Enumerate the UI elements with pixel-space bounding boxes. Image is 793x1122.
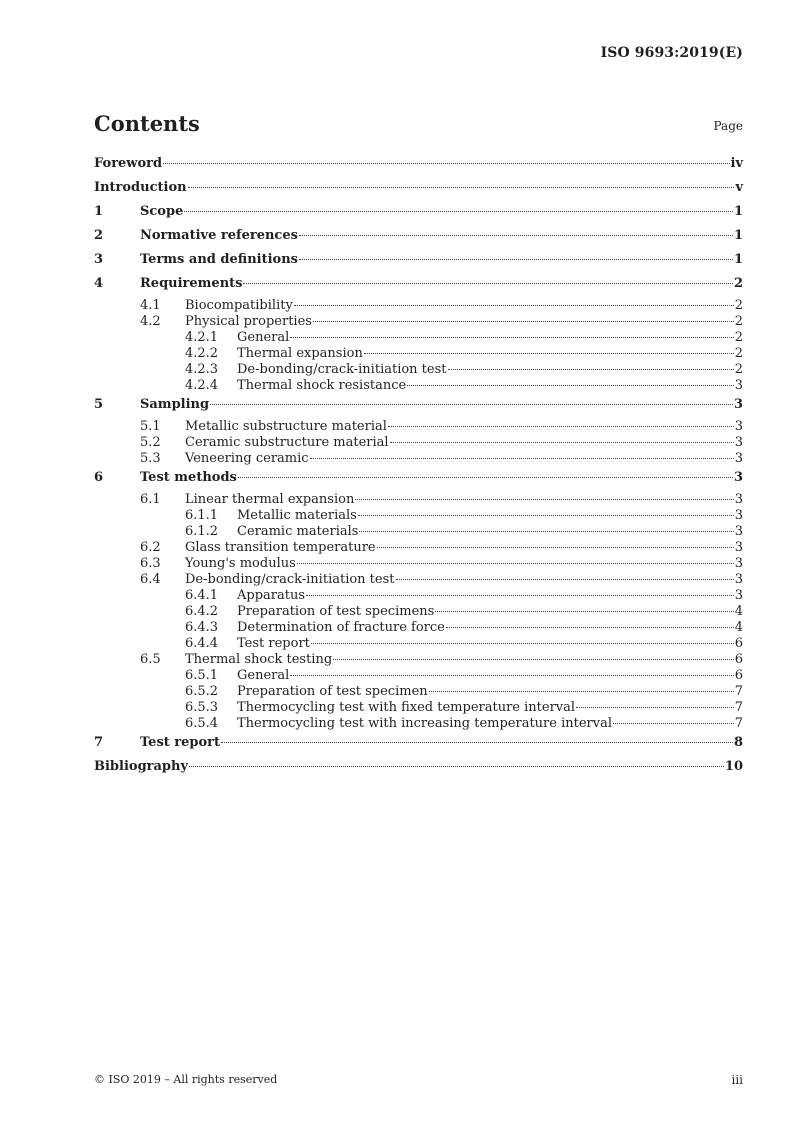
dot-leader	[299, 235, 733, 236]
toc-entry[interactable]	[94, 378, 743, 394]
dot-leader	[364, 353, 734, 354]
toc-entry-number: 6.4.3	[185, 620, 219, 635]
toc-entry-page: 1	[733, 228, 743, 243]
toc-entry-page: 3	[733, 470, 743, 485]
toc-entry-number: 6.5.2	[185, 684, 219, 699]
toc-entry-label: Physical properties	[185, 314, 312, 329]
toc-entry[interactable]	[94, 419, 743, 435]
toc-entry[interactable]	[94, 572, 743, 588]
toc-entry[interactable]	[94, 734, 743, 757]
toc-entry-number: 3	[94, 252, 104, 267]
dot-leader	[297, 563, 734, 564]
dot-leader	[429, 691, 734, 692]
toc-entry[interactable]	[94, 469, 743, 492]
dot-leader	[613, 723, 734, 724]
toc-entry-number: 4	[94, 276, 104, 291]
toc-entry-page: 3	[733, 397, 743, 412]
toc-entry-page: 2	[734, 298, 743, 313]
toc-entry-label: Biocompatibility	[185, 298, 293, 313]
toc-entry-number: 6.4.2	[185, 604, 219, 619]
toc-entry[interactable]	[94, 668, 743, 684]
toc-entry-number: 6.5.3	[185, 700, 219, 715]
toc-entry-number: 1	[94, 204, 104, 219]
page-number: iii	[731, 1073, 743, 1087]
dot-leader	[290, 337, 733, 338]
toc-entry-label: Ceramic materials	[237, 524, 359, 539]
toc-entry-number: 2	[94, 228, 104, 243]
toc-entry-page: 3	[734, 572, 743, 587]
toc-entry-page: 2	[734, 314, 743, 329]
dot-leader	[435, 611, 733, 612]
toc-entry[interactable]	[94, 435, 743, 451]
toc-entry[interactable]	[94, 314, 743, 330]
toc-entry[interactable]	[94, 251, 743, 274]
toc-entry-label: Normative references	[140, 228, 298, 243]
toc-entry-label: Sampling	[140, 397, 210, 412]
dot-leader	[243, 283, 732, 284]
toc-entry-label: Metallic substructure material	[185, 419, 387, 434]
dot-leader	[310, 458, 734, 459]
toc-entry-label: Glass transition temperature	[185, 540, 376, 555]
toc-entry[interactable]	[94, 604, 743, 620]
toc-entry[interactable]	[94, 758, 743, 781]
toc-entry[interactable]	[94, 155, 743, 178]
dot-leader	[163, 163, 729, 164]
toc-entry-number: 6.4.1	[185, 588, 219, 603]
toc-entry-page: 7	[734, 716, 743, 731]
dot-leader	[311, 643, 734, 644]
toc-entry[interactable]	[94, 330, 743, 346]
toc-entry-number: 4.1	[140, 298, 161, 313]
toc-entry[interactable]	[94, 508, 743, 524]
toc-entry-label: Linear thermal expansion	[185, 492, 355, 507]
dot-leader	[294, 305, 734, 306]
dot-leader	[407, 385, 734, 386]
toc-entry[interactable]	[94, 298, 743, 314]
toc-entry[interactable]	[94, 362, 743, 378]
toc-entry-label: Requirements	[140, 276, 243, 291]
document-id: ISO 9693:2019(E)	[600, 45, 743, 61]
dot-leader	[333, 659, 734, 660]
toc-entry-page: 2	[734, 346, 743, 361]
dot-leader	[446, 627, 734, 628]
dot-leader	[313, 321, 734, 322]
toc-entry[interactable]	[94, 492, 743, 508]
toc-entry[interactable]	[94, 396, 743, 419]
toc-entry-label: Foreword	[94, 156, 163, 171]
toc-entry-number: 4.2.2	[185, 346, 219, 361]
toc-entry-page: 1	[733, 252, 743, 267]
toc-entry-page: 2	[733, 276, 743, 291]
toc-entry-number: 6.1.2	[185, 524, 219, 539]
toc-entry-label: Introduction	[94, 180, 187, 195]
toc-entry[interactable]	[94, 524, 743, 540]
toc-entry-label: Preparation of test specimen	[237, 684, 428, 699]
toc-entry[interactable]	[94, 275, 743, 298]
toc-entry-label: Thermocycling test with fixed temperature interval	[237, 700, 576, 715]
toc-entry[interactable]	[94, 588, 743, 604]
toc-entry-number: 4.2	[140, 314, 161, 329]
toc-entry-number: 5.2	[140, 435, 161, 450]
dot-leader	[210, 404, 733, 405]
toc-entry-label: Test report	[237, 636, 310, 651]
toc-entry-label: Thermal shock testing	[185, 652, 333, 667]
dot-leader	[448, 369, 734, 370]
toc-entry[interactable]	[94, 451, 743, 467]
toc-entry-label: Ceramic substructure material	[185, 435, 389, 450]
toc-entry-page: 3	[734, 588, 743, 603]
toc-entry-page: 3	[734, 378, 743, 393]
toc-entry-number: 5	[94, 397, 104, 412]
toc-entry-page: 6	[734, 636, 743, 651]
page-title: Contents	[94, 111, 200, 136]
dot-leader	[390, 442, 734, 443]
dot-leader	[358, 515, 734, 516]
dot-leader	[189, 766, 724, 767]
dot-leader	[576, 707, 734, 708]
dot-leader	[396, 579, 734, 580]
toc-entry-page: 2	[734, 330, 743, 345]
toc-entry-number: 4.2.1	[185, 330, 219, 345]
dot-leader	[290, 675, 733, 676]
toc-entry-number: 6.1	[140, 492, 161, 507]
toc-entry-label: Bibliography	[94, 759, 189, 774]
toc-entry-page: 3	[734, 435, 743, 450]
toc-entry-number: 6.5	[140, 652, 161, 667]
toc-entry-page: iv	[730, 156, 743, 171]
toc-entry-number: 4.2.4	[185, 378, 219, 393]
toc-entry-page: 3	[734, 419, 743, 434]
toc-entry-number: 6.4	[140, 572, 161, 587]
toc-entry-page: 6	[734, 668, 743, 683]
toc-entry[interactable]	[94, 700, 743, 716]
toc-entry-page: 3	[734, 508, 743, 523]
toc-entry-label: Thermal expansion	[237, 346, 363, 361]
toc-entry-label: De-bonding/crack-initiation test	[185, 572, 395, 587]
toc-entry-page: 7	[734, 700, 743, 715]
copyright-notice: © ISO 2019 – All rights reserved	[94, 1073, 278, 1086]
toc-entry-label: Metallic materials	[237, 508, 357, 523]
toc-entry-page: 2	[734, 362, 743, 377]
toc-entry-page: 3	[734, 492, 743, 507]
toc-entry-label: Apparatus	[237, 588, 306, 603]
table-of-contents	[94, 155, 743, 781]
toc-entry-page: 10	[724, 759, 743, 774]
toc-entry[interactable]	[94, 203, 743, 226]
toc-entry[interactable]	[94, 620, 743, 636]
toc-entry[interactable]	[94, 179, 743, 202]
dot-leader	[238, 477, 733, 478]
toc-entry-label: General	[237, 668, 290, 683]
dot-leader	[184, 211, 733, 212]
toc-entry-page: 6	[734, 652, 743, 667]
toc-entry-number: 6.4.4	[185, 636, 219, 651]
dot-leader	[306, 595, 734, 596]
toc-entry-number: 6.5.1	[185, 668, 219, 683]
page-column-label: Page	[713, 119, 743, 133]
toc-entry[interactable]	[94, 684, 743, 700]
dot-leader	[188, 187, 735, 188]
toc-entry-number: 4.2.3	[185, 362, 219, 377]
toc-entry-label: Thermal shock resistance	[237, 378, 407, 393]
toc-entry-number: 5.1	[140, 419, 161, 434]
dot-leader	[221, 742, 733, 743]
toc-entry-number: 6.1.1	[185, 508, 219, 523]
toc-entry-page: 3	[734, 540, 743, 555]
toc-entry-label: Test methods	[140, 470, 237, 485]
toc-entry[interactable]	[94, 636, 743, 652]
toc-entry-label: Determination of fracture force	[237, 620, 445, 635]
dot-leader	[359, 531, 733, 532]
toc-entry-page: 4	[734, 604, 743, 619]
toc-entry-label: Young's modulus	[185, 556, 296, 571]
toc-entry[interactable]	[94, 227, 743, 250]
toc-entry-page: 1	[733, 204, 743, 219]
toc-entry[interactable]	[94, 556, 743, 572]
toc-entry-page: 7	[734, 684, 743, 699]
dot-leader	[377, 547, 734, 548]
toc-entry-number: 6.2	[140, 540, 161, 555]
toc-entry-label: Terms and definitions	[140, 252, 298, 267]
toc-entry-label: Preparation of test specimens	[237, 604, 435, 619]
toc-entry-page: 3	[734, 451, 743, 466]
toc-entry-number: 5.3	[140, 451, 161, 466]
toc-entry-number: 6.3	[140, 556, 161, 571]
dot-leader	[299, 259, 733, 260]
toc-entry-label: Scope	[140, 204, 184, 219]
toc-entry[interactable]	[94, 716, 743, 732]
dot-leader	[388, 426, 734, 427]
toc-entry-number: 6.5.4	[185, 716, 219, 731]
toc-entry-page: v	[735, 180, 743, 195]
toc-entry-page: 8	[733, 735, 743, 750]
toc-entry-page: 3	[734, 524, 743, 539]
toc-entry-number: 7	[94, 735, 104, 750]
toc-entry-label: Thermocycling test with increasing temperature interval	[237, 716, 613, 731]
toc-entry-label: General	[237, 330, 290, 345]
toc-entry-page: 4	[734, 620, 743, 635]
toc-entry-label: Veneering ceramic	[185, 451, 309, 466]
toc-entry-label: De-bonding/crack-initiation test	[237, 362, 447, 377]
toc-entry[interactable]	[94, 652, 743, 668]
toc-entry-number: 6	[94, 470, 104, 485]
toc-entry-page: 3	[734, 556, 743, 571]
toc-entry[interactable]	[94, 540, 743, 556]
dot-leader	[355, 499, 733, 500]
toc-entry-label: Test report	[140, 735, 221, 750]
toc-entry[interactable]	[94, 346, 743, 362]
